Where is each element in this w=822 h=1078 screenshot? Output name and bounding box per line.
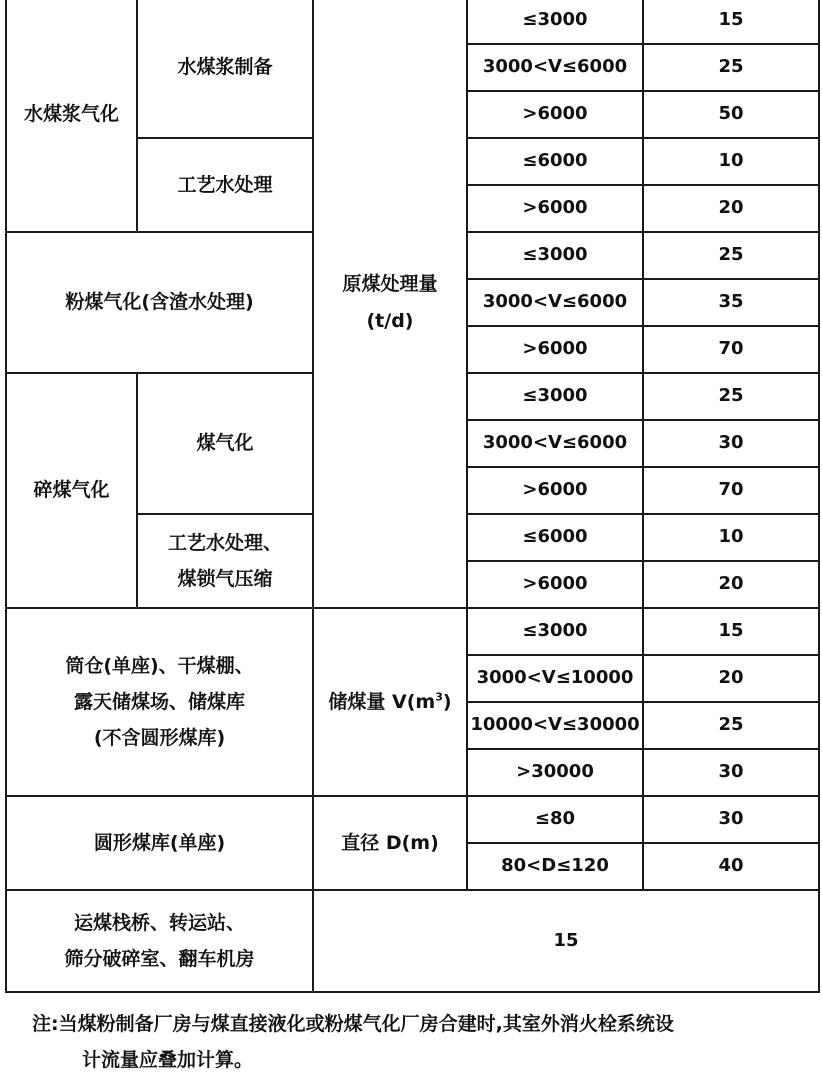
flow-value-cell: 15 (643, 608, 819, 655)
range-cell: >6000 (467, 185, 643, 232)
flow-value-cell: 25 (643, 702, 819, 749)
flow-value-cell: 70 (643, 467, 819, 514)
fire-hydrant-flow-table (5, 0, 820, 993)
note-text-line2: 计流量应叠加计算。 (82, 1049, 254, 1071)
range-cell: ≤6000 (467, 514, 643, 561)
subgroup-line: 工艺水处理、 (167, 531, 282, 554)
flow-value-cell: 50 (643, 91, 819, 138)
flow-value-cell: 25 (643, 373, 819, 420)
group-line: 筒仓(单座)、干煤棚、 (65, 654, 254, 677)
group-water-slurry-gasification: 水煤浆气化 (6, 0, 137, 232)
subgroup-water-slurry-prep: 水煤浆制备 (137, 0, 313, 138)
range-cell: 3000<V≤6000 (467, 44, 643, 91)
range-cell: 3000<V≤10000 (467, 655, 643, 702)
group-crushed-coal-gasification: 碎煤气化 (6, 373, 137, 608)
param-storage-sup: 3 (435, 690, 443, 704)
flow-value-cell: 20 (643, 561, 819, 608)
param-raw-coal-label: 原煤处理量 (342, 273, 438, 296)
note-label: 注: (32, 1013, 59, 1035)
subgroup-process-water-treatment: 工艺水处理 (137, 138, 313, 232)
range-cell: ≤3000 (467, 0, 643, 44)
param-storage-volume (313, 608, 467, 796)
group-line: 露天储煤场、储煤库 (73, 690, 245, 713)
range-cell: >6000 (467, 326, 643, 373)
param-storage-label: 储煤量 V(m (328, 690, 436, 713)
range-cell: 3000<V≤6000 (467, 420, 643, 467)
group-round-coal-store: 圆形煤库(单座) (6, 796, 313, 890)
subgroup-water-treatment-lock-gas (137, 514, 313, 608)
range-cell: >6000 (467, 561, 643, 608)
flow-value-cell: 35 (643, 279, 819, 326)
flow-value-cell: 15 (643, 0, 819, 44)
flow-value-cell: 30 (643, 749, 819, 796)
param-diameter: 直径 D(m) (313, 796, 467, 890)
group-line: (不含圆形煤库) (93, 727, 226, 750)
group-coal-transport (6, 890, 313, 992)
range-cell: 80<D≤120 (467, 843, 643, 890)
flow-value-cell: 15 (313, 890, 819, 992)
range-cell: >6000 (467, 91, 643, 138)
param-raw-coal-unit: (t/d) (366, 309, 414, 332)
group-line: 运煤栈桥、转运站、 (73, 911, 245, 934)
table-footnote (32, 1006, 812, 1078)
param-storage-close: ) (442, 690, 452, 713)
range-cell: ≤3000 (467, 608, 643, 655)
range-cell: >30000 (467, 749, 643, 796)
flow-value-cell: 10 (643, 138, 819, 185)
flow-value-cell: 25 (643, 44, 819, 91)
range-cell: ≤80 (467, 796, 643, 843)
flow-value-cell: 30 (643, 796, 819, 843)
group-pulverized-coal-gasification: 粉煤气化(含渣水处理) (6, 232, 313, 373)
flow-value-cell: 20 (643, 185, 819, 232)
subgroup-line: 煤锁气压缩 (177, 568, 273, 590)
group-coal-storage (6, 608, 313, 796)
range-cell: ≤6000 (467, 138, 643, 185)
range-cell: ≤3000 (467, 232, 643, 279)
range-cell: 3000<V≤6000 (467, 279, 643, 326)
param-raw-coal-throughput (313, 0, 467, 608)
flow-value-cell: 40 (643, 843, 819, 890)
group-line: 筛分破碎室、翻车机房 (64, 948, 255, 970)
range-cell: >6000 (467, 467, 643, 514)
range-cell: 10000<V≤30000 (467, 702, 643, 749)
flow-value-cell: 30 (643, 420, 819, 467)
flow-value-cell: 10 (643, 514, 819, 561)
flow-value-cell: 70 (643, 326, 819, 373)
flow-value-cell: 25 (643, 232, 819, 279)
subgroup-coal-gasification: 煤气化 (137, 373, 313, 514)
note-text-line1: 当煤粉制备厂房与煤直接液化或粉煤气化厂房合建时,其室外消火栓系统设 (58, 1013, 674, 1035)
range-cell: ≤3000 (467, 373, 643, 420)
flow-value-cell: 20 (643, 655, 819, 702)
